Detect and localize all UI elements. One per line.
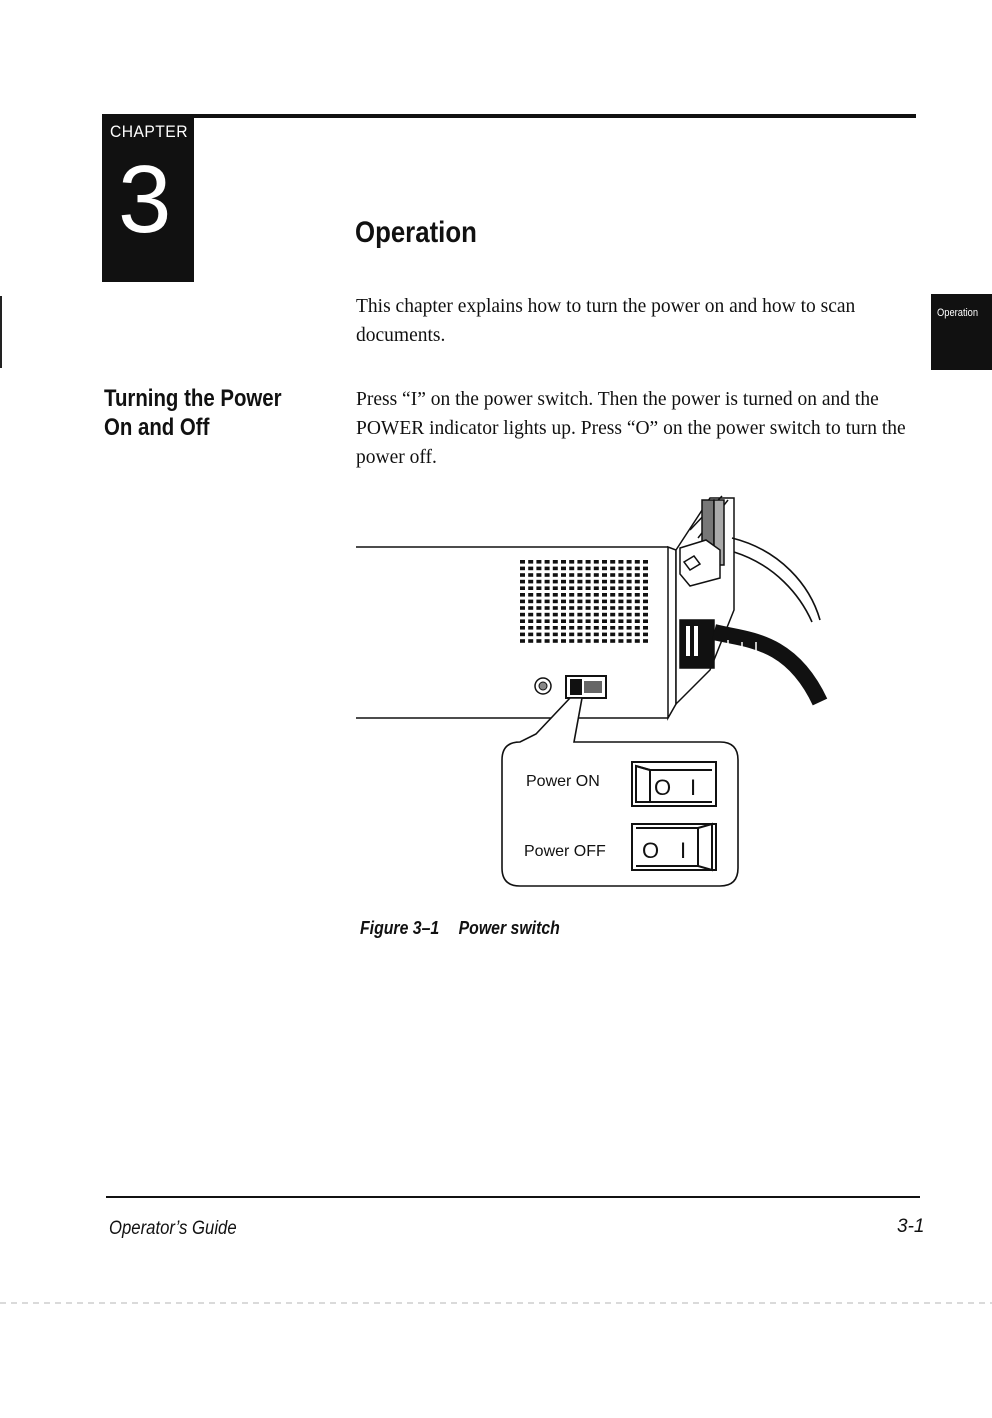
vent-hole	[586, 600, 591, 604]
vent-hole	[602, 619, 607, 623]
vent-hole	[545, 613, 550, 617]
vent-hole	[602, 606, 607, 610]
vent-hole	[610, 633, 615, 637]
top-rule	[102, 114, 916, 118]
vent-hole	[594, 626, 599, 630]
vent-hole	[586, 626, 591, 630]
vent-hole	[569, 573, 574, 577]
vent-hole	[561, 626, 566, 630]
vent-hole	[569, 626, 574, 630]
vent-hole	[594, 639, 599, 643]
vent-hole	[545, 573, 550, 577]
vent-hole	[553, 639, 558, 643]
vent-hole	[561, 639, 566, 643]
vent-hole	[586, 593, 591, 597]
vent-hole	[618, 580, 623, 584]
vent-hole	[602, 567, 607, 571]
vent-hole	[610, 619, 615, 623]
switch-on-o: O	[654, 775, 672, 800]
vent-hole	[528, 567, 533, 571]
vent-hole	[545, 560, 550, 564]
vent-hole	[618, 619, 623, 623]
vent-hole	[618, 633, 623, 637]
vent-hole	[618, 560, 623, 564]
vent-hole	[643, 613, 648, 617]
vent-hole	[545, 580, 550, 584]
vent-hole	[586, 560, 591, 564]
vent-hole	[594, 600, 599, 604]
vent-hole	[627, 619, 632, 623]
vent-hole	[610, 626, 615, 630]
vent-hole	[528, 560, 533, 564]
vent-hole	[610, 639, 615, 643]
vent-hole	[520, 619, 525, 623]
figure-caption	[360, 918, 560, 939]
vent-hole	[635, 626, 640, 630]
vent-hole	[553, 580, 558, 584]
vent-hole	[545, 633, 550, 637]
vent-hole	[520, 613, 525, 617]
intro-paragraph: This chapter explains how to turn the power on and how to scan documents.	[356, 296, 856, 346]
vent-hole	[594, 573, 599, 577]
vent-hole	[569, 613, 574, 617]
vent-hole	[635, 600, 640, 604]
vent-hole	[569, 600, 574, 604]
vent-hole	[643, 626, 648, 630]
vent-hole	[602, 586, 607, 590]
vent-hole	[618, 626, 623, 630]
vent-hole	[618, 573, 623, 577]
vent-hole	[643, 606, 648, 610]
vent-hole	[594, 593, 599, 597]
vent-hole	[545, 567, 550, 571]
vent-hole	[553, 633, 558, 637]
vent-hole	[561, 586, 566, 590]
vent-hole	[610, 600, 615, 604]
vent-hole	[610, 560, 615, 564]
vent-hole	[586, 639, 591, 643]
power-switch-figure	[350, 490, 830, 900]
scan-artifact-line	[0, 1302, 992, 1304]
vent-hole	[618, 600, 623, 604]
vent-hole	[569, 593, 574, 597]
chapter-badge	[102, 116, 194, 282]
vent-hole	[602, 573, 607, 577]
vent-hole	[536, 573, 541, 577]
vent-hole	[586, 619, 591, 623]
switch-off-o: O	[642, 838, 660, 863]
vent-hole	[602, 593, 607, 597]
vent-hole	[602, 613, 607, 617]
vent-hole	[569, 606, 574, 610]
section-body: Press “I” on the power switch. Then the power is turned on and the POWER indicator lights up. Press “O” on the power switch to turn the power off.	[356, 389, 906, 468]
vent-hole	[553, 600, 558, 604]
vent-hole	[627, 613, 632, 617]
vent-hole	[569, 586, 574, 590]
side-tab-operation[interactable]	[931, 294, 992, 370]
vent-hole	[553, 593, 558, 597]
vent-hole	[586, 586, 591, 590]
vent-hole	[618, 586, 623, 590]
vent-hole	[520, 586, 525, 590]
page-number: 3-1	[897, 1216, 925, 1237]
vent-hole	[569, 639, 574, 643]
vent-hole	[561, 633, 566, 637]
vent-hole	[528, 600, 533, 604]
vent-hole	[594, 560, 599, 564]
vent-hole	[528, 573, 533, 577]
vent-hole	[610, 606, 615, 610]
figure-caption-number: Figure 3–1	[360, 918, 440, 938]
vent-hole	[561, 580, 566, 584]
vent-hole	[553, 619, 558, 623]
vent-hole	[520, 580, 525, 584]
vent-hole	[520, 567, 525, 571]
vent-hole	[643, 600, 648, 604]
vent-hole	[528, 586, 533, 590]
vent-hole	[553, 606, 558, 610]
vent-hole	[536, 600, 541, 604]
vent-hole	[610, 573, 615, 577]
vent-hole	[528, 633, 533, 637]
vent-hole	[635, 606, 640, 610]
vent-hole	[586, 606, 591, 610]
vent-hole	[627, 593, 632, 597]
vent-hole	[561, 613, 566, 617]
vent-hole	[594, 633, 599, 637]
vent-hole	[602, 626, 607, 630]
vent-hole	[536, 580, 541, 584]
vent-hole	[602, 600, 607, 604]
vent-hole	[536, 639, 541, 643]
vent-hole	[643, 567, 648, 571]
vent-hole	[536, 593, 541, 597]
vent-hole	[577, 567, 582, 571]
vent-hole	[577, 626, 582, 630]
vent-hole	[577, 633, 582, 637]
vent-hole	[520, 573, 525, 577]
vent-hole	[627, 573, 632, 577]
vent-hole	[594, 606, 599, 610]
vent-hole	[635, 567, 640, 571]
vent-hole	[643, 593, 648, 597]
vent-grid	[520, 560, 648, 643]
vent-hole	[520, 633, 525, 637]
vent-hole	[569, 619, 574, 623]
side-tab-label: Operation	[937, 307, 979, 319]
vent-hole	[528, 606, 533, 610]
vent-hole	[586, 567, 591, 571]
vent-hole	[561, 573, 566, 577]
vent-hole	[520, 560, 525, 564]
vent-hole	[594, 613, 599, 617]
vent-hole	[561, 560, 566, 564]
margin-mark	[0, 296, 2, 368]
vent-hole	[618, 567, 623, 571]
vent-hole	[577, 619, 582, 623]
vent-hole	[618, 639, 623, 643]
vent-hole	[627, 580, 632, 584]
vent-hole	[536, 567, 541, 571]
vent-hole	[586, 573, 591, 577]
vent-hole	[536, 606, 541, 610]
vent-hole	[610, 593, 615, 597]
vent-hole	[602, 560, 607, 564]
vent-hole	[635, 593, 640, 597]
vent-hole	[577, 580, 582, 584]
vent-hole	[536, 619, 541, 623]
vent-hole	[635, 633, 640, 637]
vent-hole	[545, 639, 550, 643]
vent-hole	[553, 613, 558, 617]
vent-hole	[536, 586, 541, 590]
vent-hole	[561, 600, 566, 604]
vent-hole	[586, 580, 591, 584]
switch-off-i: I	[680, 838, 687, 863]
switch-on-illustration	[632, 762, 716, 806]
vent-hole	[577, 573, 582, 577]
vent-hole	[643, 580, 648, 584]
vent-hole	[610, 586, 615, 590]
vent-hole	[520, 639, 525, 643]
vent-hole	[627, 600, 632, 604]
vent-hole	[594, 580, 599, 584]
vent-hole	[577, 606, 582, 610]
vent-hole	[594, 586, 599, 590]
vent-hole	[569, 633, 574, 637]
vent-hole	[627, 567, 632, 571]
vent-hole	[577, 600, 582, 604]
chapter-number: 3	[118, 146, 172, 253]
power-off-label: Power OFF	[524, 843, 606, 860]
vent-hole	[602, 580, 607, 584]
vent-hole	[528, 626, 533, 630]
vent-hole	[610, 580, 615, 584]
switch-on-i: I	[690, 775, 697, 800]
vent-hole	[643, 619, 648, 623]
vent-hole	[520, 626, 525, 630]
vent-hole	[528, 580, 533, 584]
figure-caption-title: Power switch	[458, 918, 560, 938]
vent-hole	[577, 613, 582, 617]
section-heading-line1: Turning the Power	[104, 385, 282, 412]
vent-hole	[561, 593, 566, 597]
vent-hole	[635, 619, 640, 623]
vent-hole	[553, 573, 558, 577]
section-heading	[104, 384, 282, 442]
vent-hole	[618, 606, 623, 610]
footer-title: Operator’s Guide	[109, 1218, 237, 1239]
vent-hole	[643, 586, 648, 590]
vent-hole	[594, 567, 599, 571]
vent-hole	[610, 613, 615, 617]
page-title: Operation	[355, 216, 477, 249]
vent-hole	[635, 573, 640, 577]
vent-hole	[569, 580, 574, 584]
vent-hole	[545, 626, 550, 630]
vent-hole	[545, 586, 550, 590]
vent-hole	[602, 639, 607, 643]
vent-hole	[627, 639, 632, 643]
vent-hole	[586, 633, 591, 637]
vent-hole	[618, 613, 623, 617]
vent-hole	[643, 633, 648, 637]
vent-hole	[536, 633, 541, 637]
vent-hole	[545, 593, 550, 597]
vent-hole	[569, 567, 574, 571]
vent-hole	[528, 639, 533, 643]
vent-hole	[545, 600, 550, 604]
vent-hole	[618, 593, 623, 597]
vent-hole	[561, 606, 566, 610]
vent-hole	[520, 606, 525, 610]
vent-hole	[602, 633, 607, 637]
vent-hole	[627, 626, 632, 630]
vent-hole	[643, 639, 648, 643]
vent-hole	[561, 567, 566, 571]
vent-hole	[577, 593, 582, 597]
vent-hole	[536, 560, 541, 564]
vent-hole	[520, 593, 525, 597]
vent-hole	[528, 593, 533, 597]
vent-hole	[627, 586, 632, 590]
vent-hole	[577, 639, 582, 643]
vent-hole	[635, 613, 640, 617]
vent-hole	[627, 606, 632, 610]
chapter-label: CHAPTER	[110, 122, 188, 141]
footer-rule	[106, 1196, 920, 1198]
vent-hole	[536, 613, 541, 617]
vent-hole	[635, 560, 640, 564]
vent-hole	[627, 560, 632, 564]
vent-hole	[594, 619, 599, 623]
vent-hole	[643, 560, 648, 564]
vent-hole	[528, 619, 533, 623]
power-on-label: Power ON	[526, 773, 600, 790]
vent-hole	[528, 613, 533, 617]
vent-hole	[610, 567, 615, 571]
vent-hole	[643, 573, 648, 577]
vent-hole	[553, 586, 558, 590]
vent-hole	[561, 619, 566, 623]
vent-hole	[635, 586, 640, 590]
vent-hole	[577, 586, 582, 590]
vent-hole	[545, 619, 550, 623]
vent-hole	[553, 567, 558, 571]
vent-hole	[577, 560, 582, 564]
vent-hole	[635, 580, 640, 584]
vent-hole	[553, 626, 558, 630]
vent-hole	[627, 633, 632, 637]
vent-hole	[520, 600, 525, 604]
vent-hole	[586, 613, 591, 617]
section-heading-line2: On and Off	[104, 414, 210, 441]
vent-hole	[569, 560, 574, 564]
vent-hole	[635, 639, 640, 643]
vent-hole	[536, 626, 541, 630]
vent-hole	[553, 560, 558, 564]
vent-hole	[545, 606, 550, 610]
